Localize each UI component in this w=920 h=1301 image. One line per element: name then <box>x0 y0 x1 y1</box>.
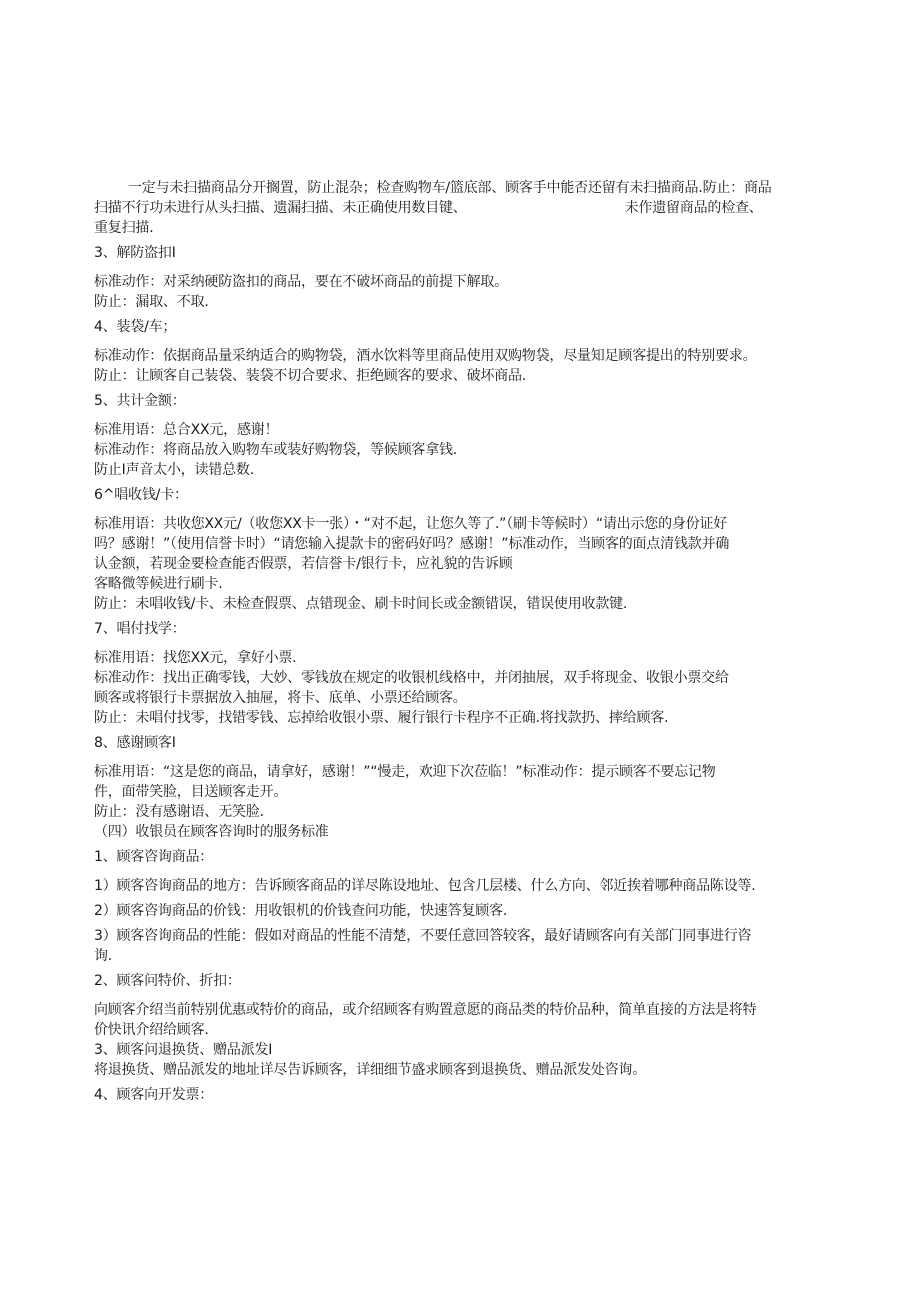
section-heading: 4、顾客向开发票： <box>94 1087 214 1103</box>
section-heading: 3、解防盗扣I <box>94 245 176 261</box>
section-heading: 8、感谢顾客I <box>94 735 176 751</box>
paragraph-line: 标准用语：总合XX元，感谢！ <box>94 422 279 438</box>
section-heading: （四）收银员在顾客咨询时的服务标准 <box>94 824 329 840</box>
paragraph-line: 询. <box>94 948 113 964</box>
paragraph-line: 防止I声音太小，读错总数. <box>94 462 254 478</box>
paragraph-line: 防止：未唱付找零，找错零钱、忘掉给收银小票、履行银行卡程序不正确.将找款扔、摔给顾客. <box>94 710 669 726</box>
paragraph-line: 顾客或将银行卡票据放入抽屉，将卡、底单、小票还给顾客。 <box>94 690 467 706</box>
section-heading: 2、顾客问特价、折扣： <box>94 973 241 989</box>
paragraph-line: 标准动作：将商品放入购物车或装好购物袋，等候顾客拿钱. <box>94 442 458 458</box>
paragraph-line: 防止：没有感谢语、无笑脸. <box>94 804 264 820</box>
section-heading: 5、共计金额： <box>94 393 186 409</box>
paragraph-line: 防止：漏取、不取. <box>94 294 209 310</box>
paragraph-line: 1）顾客咨询商品的地方：告诉顾客商品的详尽陈设地址、包含几层楼、什么方向、邻近挨着哪种商品陈设等. <box>94 878 756 894</box>
paragraph-line: 客略微等候进行刷卡. <box>94 576 223 592</box>
paragraph-line: 一定与未扫描商品分开搁置，防止混杂；检查购物车/篮底部、顾客手中能否还留有未扫描商品.防止：商品 <box>128 180 772 196</box>
paragraph-line: 标准动作：对采纳硬防盗扣的商品，要在不破坏商品的前提下解取。 <box>94 274 508 290</box>
section-heading: 1、顾客咨询商品： <box>94 849 214 865</box>
paragraph-line: 标准用语：找您XX元，拿好小票. <box>94 650 297 666</box>
section-heading: 3、顾客问退换货、赠品派发I <box>94 1042 273 1058</box>
paragraph-line: 向顾客介绍当前特别优惠或特价的商品，或介绍顾客有购置意愿的商品类的特价品种，简单直接的方法是将特 <box>94 1002 757 1018</box>
paragraph-line: 价快讯介绍给顾客. <box>94 1022 209 1038</box>
paragraph-line: 防止：让顾客自己装袋、装袋不切合要求、拒绝顾客的要求、破坏商品. <box>94 368 527 384</box>
section-heading: 7、唱付找学： <box>94 621 186 637</box>
document-body <box>94 178 864 1105</box>
paragraph-line: 标准动作：找出正确零钱，大妙、零钱放在规定的收银机线格中，并闭抽展，双手将现金、收银小票交给 <box>94 670 729 686</box>
paragraph-line: 件，面带笑脸，目送顾客走开。 <box>94 784 288 800</box>
section-heading: 4、装袋/车； <box>94 319 177 335</box>
paragraph-line: 标准用语：“这是您的商品，请拿好，感谢！”“慢走，欢迎下次莅临！”标准动作：提示顾客不要忘记物 <box>94 764 716 780</box>
paragraph-line: 将退换货、赠品派发的地址详尽告诉顾客，详细细节盛求顾客到退换货、赠品派发处咨询。 <box>94 1062 646 1078</box>
paragraph-line: 吗？感谢！”（使用信誉卡时）“请您输入提款卡的密码好吗？感谢！”标准动作，当顾客的面点清钱款并确 <box>94 536 730 552</box>
paragraph-line: 标准用语：共收您XX元/（收您XX卡一张）・“对不起，让您久等了.”（刷卡等候时）“请出示您的身份证好 <box>94 516 728 532</box>
paragraph-line: 防止：未唱收钱/卡、未检查假票、点错现金、刷卡时间长或金额错误，错误使用收款键. <box>94 596 628 612</box>
paragraph-line: 认金额，若现金要检查能否假票，若信誉卡/银行卡，应礼貌的告诉顾 <box>94 556 513 572</box>
paragraph-line: 扫描不行功未进行从头扫描、遗漏扫描、未正确使用数目键、 未作遗留商品的检查、 <box>94 200 763 216</box>
paragraph-line: 3）顾客咨询商品的性能：假如对商品的性能不清楚，不要任意回答较客，最好请顾客向有关部门同事进行咨 <box>94 928 752 944</box>
section-heading: 6^唱收钱/卡： <box>94 487 188 503</box>
paragraph-line: 重复扫描. <box>94 220 154 236</box>
paragraph-line: 2）顾客咨询商品的价钱：用收银机的价钱查问功能，快速答复顾客. <box>94 903 508 919</box>
paragraph-line: 标准动作：依据商品量采纳适合的购物袋，酒水饮料等里商品使用双购物袋，尽量知足顾客提出的特别要求。 <box>94 348 757 364</box>
